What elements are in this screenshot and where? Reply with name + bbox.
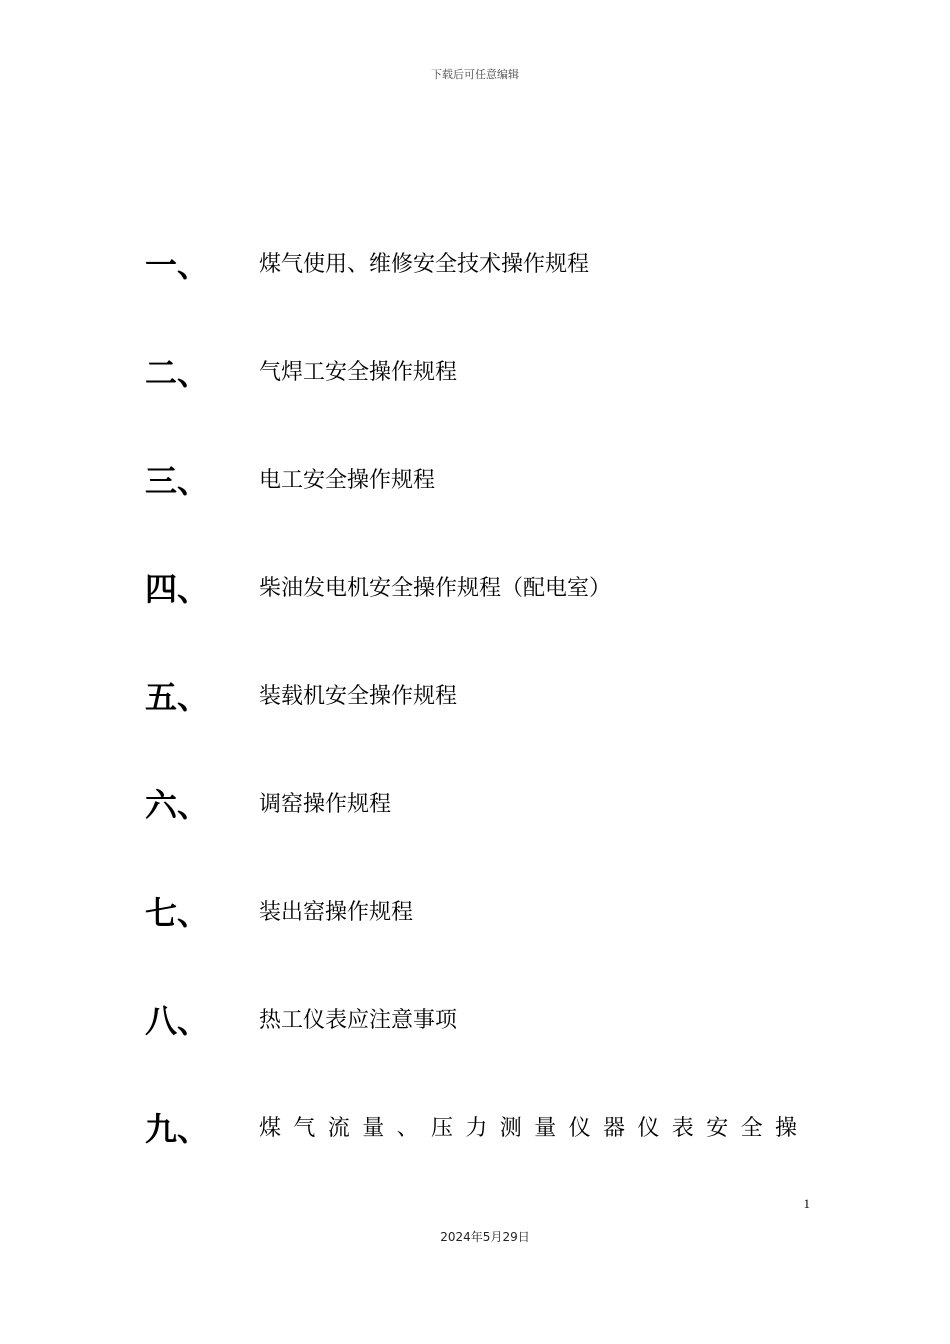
header-note: 下载后可任意编辑 <box>431 68 519 81</box>
toc-item-title: 调窑操作规程 <box>259 792 392 817</box>
toc-item-9 <box>0 1109 950 1149</box>
toc-item-title: 气焊工安全操作规程 <box>259 360 458 385</box>
toc-item-title: 煤气使用、维修安全技术操作规程 <box>259 252 590 277</box>
toc-item-7 <box>0 893 950 933</box>
footer-date: 2024年5月29日 <box>440 1230 530 1244</box>
toc-item-number: 四、 <box>145 570 210 608</box>
toc-item-title: 煤气流量、压力测量仪器仪表安全操 <box>259 1116 810 1141</box>
toc-item-title: 柴油发电机安全操作规程（配电室） <box>259 576 612 601</box>
toc-item-number: 五、 <box>145 678 210 716</box>
toc-item-6 <box>0 785 950 825</box>
toc-item-title: 装载机安全操作规程 <box>259 684 458 709</box>
toc-item-8 <box>0 1001 950 1041</box>
toc-item-3 <box>0 461 950 501</box>
toc-item-title: 电工安全操作规程 <box>259 468 436 493</box>
toc-item-title: 装出窑操作规程 <box>259 900 414 925</box>
toc-item-number: 三、 <box>145 462 210 500</box>
toc-item-2 <box>0 353 950 393</box>
toc-item-5 <box>0 677 950 717</box>
toc-item-number: 八、 <box>145 1002 210 1040</box>
toc-item-number: 二、 <box>145 354 210 392</box>
toc-item-4 <box>0 569 950 609</box>
toc-item-number: 七、 <box>145 894 210 932</box>
page-number: 1 <box>803 1196 810 1211</box>
toc-item-number: 一、 <box>145 246 210 284</box>
toc-item-1 <box>0 245 950 285</box>
toc-item-number: 九、 <box>145 1110 210 1148</box>
toc-item-title: 热工仪表应注意事项 <box>259 1008 458 1033</box>
toc-item-number: 六、 <box>145 786 210 824</box>
